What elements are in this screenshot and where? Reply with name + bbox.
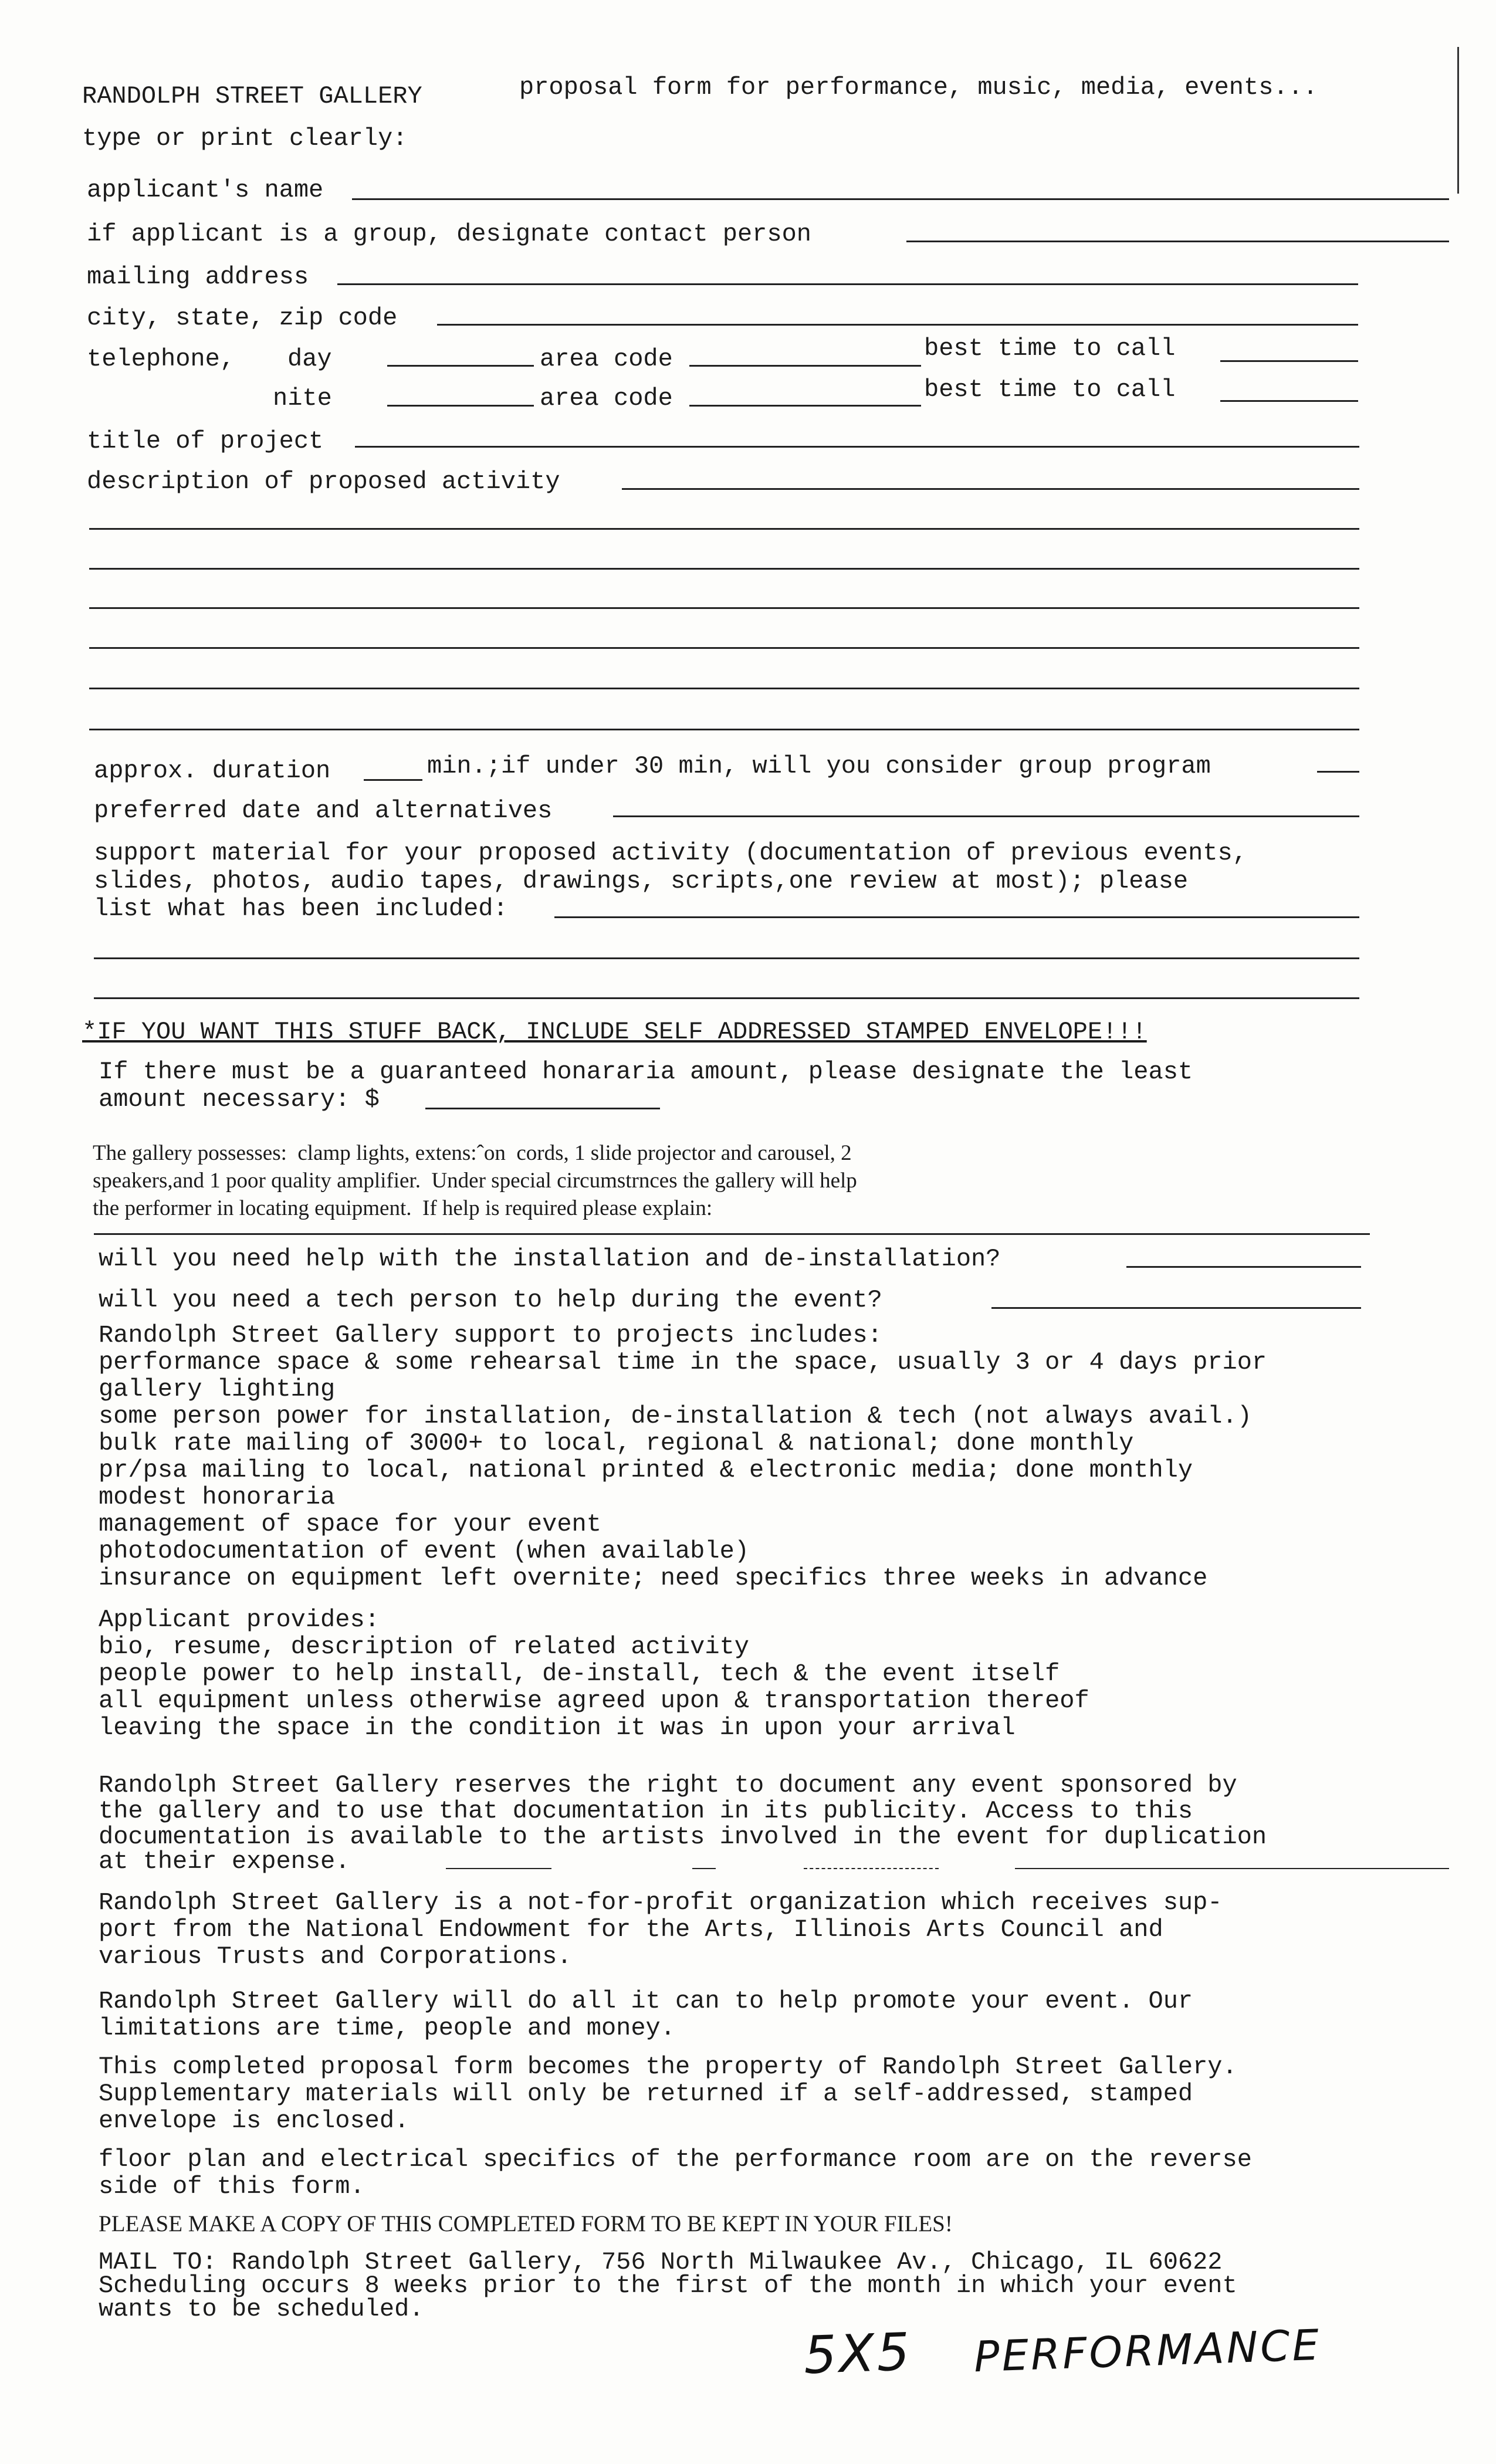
page-edge-mark [1457, 47, 1459, 194]
city-state-zip-field[interactable] [437, 324, 1358, 326]
area-code-day-field[interactable] [689, 365, 921, 367]
description-field-line-5[interactable] [89, 647, 1359, 649]
duration-label: approx. duration [94, 757, 331, 785]
gallery-support-heading: Randolph Street Gallery support to projects includes: [99, 1321, 882, 1349]
instruction-text: type or print clearly: [82, 124, 408, 153]
description-field-line-7[interactable] [89, 729, 1359, 730]
telephone-label: telephone, [87, 345, 235, 373]
gallery-support-item: insurance on equipment left overnite; need specifics three weeks in advance [99, 1564, 1208, 1592]
documentation-line-3: documentation is available to the artists involved in the event for duplication [99, 1823, 1267, 1851]
support-material-line-1: support material for your proposed activity (documentation of previous events, [94, 839, 1247, 867]
divider [446, 1868, 551, 1869]
area-code-nite-field[interactable] [689, 405, 921, 407]
honoraria-line-2: amount necessary: $ [99, 1085, 380, 1113]
divider [1015, 1868, 1449, 1869]
promote-line-1: Randolph Street Gallery will do all it can to help promote your event. Our [99, 1987, 1193, 2015]
honoraria-line-1: If there must be a guaranteed honararia amount, please designate the least [99, 1058, 1193, 1086]
form-title: proposal form for performance, music, media, events... [519, 73, 1318, 101]
nonprofit-line-3: various Trusts and Corporations. [99, 1942, 572, 1971]
handwritten-performance: PERFORMANCE [973, 2320, 1322, 2382]
support-material-line-3: list what has been included: [94, 895, 508, 923]
area-code-day-label: area code [540, 345, 673, 373]
duration-field[interactable] [364, 779, 422, 781]
group-program-field[interactable] [1317, 771, 1359, 773]
phone-day-field[interactable] [387, 365, 534, 367]
title-of-project-field[interactable] [355, 446, 1359, 448]
duration-min-text: min.;if under 30 min, will you consider group program [427, 752, 1211, 780]
gallery-support-item: gallery lighting [99, 1375, 336, 1403]
applicant-provides-item: people power to help install, de-install, tech & the event itself [99, 1660, 1060, 1688]
best-time-nite-field[interactable] [1220, 400, 1358, 402]
applicant-name-label: applicant's name [87, 176, 324, 204]
title-of-project-label: title of project [87, 427, 324, 455]
applicant-provides-item: leaving the space in the condition it was in upon your arrival [99, 1714, 1016, 1742]
tech-person-field[interactable] [991, 1307, 1361, 1309]
floorplan-line-2: side of this form. [99, 2172, 365, 2201]
mail-to-line-3: wants to be scheduled. [99, 2295, 424, 2323]
equipment-line-1: The gallery possesses: clamp lights, extens:ˆon cords, 1 slide projector and carousel, 2 [93, 1141, 852, 1165]
documentation-line-4: at their expense. [99, 1847, 350, 1876]
install-help-field[interactable] [1126, 1266, 1361, 1268]
contact-person-label: if applicant is a group, designate contact person [87, 220, 812, 248]
gallery-support-item: management of space for your event [99, 1510, 601, 1538]
support-material-field-2[interactable] [94, 957, 1359, 959]
equipment-help-field[interactable] [94, 1233, 1370, 1235]
gallery-support-item: modest honoraria [99, 1483, 336, 1511]
nonprofit-line-2: port from the National Endowment for the Arts, Illinois Arts Council and [99, 1915, 1163, 1944]
promote-line-2: limitations are time, people and money. [99, 2014, 675, 2042]
property-line-3: envelope is enclosed. [99, 2107, 409, 2135]
copy-note: PLEASE MAKE A COPY OF THIS COMPLETED FORM TO BE KEPT IN YOUR FILES! [99, 2211, 953, 2236]
support-material-field-3[interactable] [94, 997, 1359, 999]
org-name: RANDOLPH STREET GALLERY [82, 82, 422, 110]
return-materials-notice: *IF YOU WANT THIS STUFF BACK, INCLUDE SELF ADDRESSED STAMPED ENVELOPE!!! [82, 1018, 1147, 1046]
tech-person-question: will you need a tech person to help during the event? [99, 1286, 882, 1314]
handwritten-size: 5X5 [803, 2321, 913, 2386]
best-time-nite-label: best time to call [924, 375, 1176, 404]
description-field-line-2[interactable] [89, 528, 1359, 530]
city-state-zip-label: city, state, zip code [87, 304, 398, 332]
documentation-line-2: the gallery and to use that documentation in its publicity. Access to this [99, 1797, 1193, 1825]
nonprofit-line-1: Randolph Street Gallery is a not-for-profit organization which receives sup- [99, 1888, 1223, 1917]
preferred-date-label: preferred date and alternatives [94, 797, 553, 825]
mailing-address-field[interactable] [337, 283, 1358, 285]
day-label: day [287, 345, 332, 373]
applicant-provides-heading: Applicant provides: [99, 1606, 380, 1634]
description-field-line-1[interactable] [622, 488, 1359, 490]
property-line-1: This completed proposal form becomes the property of Randolph Street Gallery. [99, 2053, 1237, 2081]
floorplan-line-1: floor plan and electrical specifics of the performance room are on the reverse [99, 2145, 1252, 2174]
gallery-support-item: bulk rate mailing of 3000+ to local, regional & national; done monthly [99, 1429, 1134, 1457]
support-material-field-1[interactable] [554, 916, 1359, 918]
honoraria-amount-field[interactable] [425, 1108, 660, 1109]
gallery-support-item: photodocumentation of event (when available) [99, 1537, 749, 1565]
best-time-day-label: best time to call [924, 334, 1176, 363]
divider [692, 1868, 716, 1869]
best-time-day-field[interactable] [1220, 360, 1358, 362]
documentation-line-1: Randolph Street Gallery reserves the right to document any event sponsored by [99, 1771, 1237, 1799]
equipment-line-2: speakers,and 1 poor quality amplifier. Under special circumstrnces the gallery will help [93, 1169, 857, 1193]
applicant-provides-item: all equipment unless otherwise agreed upon & transportation thereof [99, 1687, 1089, 1715]
description-field-line-6[interactable] [89, 688, 1359, 689]
gallery-support-item: pr/psa mailing to local, national printed & electronic media; done monthly [99, 1456, 1193, 1484]
mailing-address-label: mailing address [87, 263, 309, 291]
equipment-line-3: the performer in locating equipment. If help is required please explain: [93, 1196, 713, 1220]
contact-person-field[interactable] [906, 241, 1449, 242]
description-label: description of proposed activity [87, 468, 560, 496]
area-code-nite-label: area code [540, 384, 673, 412]
phone-nite-field[interactable] [387, 405, 534, 407]
mail-to-line-1: MAIL TO: Randolph Street Gallery, 756 North Milwaukee Av., Chicago, IL 60622 [99, 2248, 1223, 2276]
description-field-line-4[interactable] [89, 607, 1359, 609]
install-help-question: will you need help with the installation and de-installation? [99, 1245, 1001, 1273]
support-material-line-2: slides, photos, audio tapes, drawings, scripts,one review at most); please [94, 867, 1189, 895]
description-field-line-3[interactable] [89, 568, 1359, 570]
applicant-provides-item: bio, resume, description of related activity [99, 1633, 749, 1661]
applicant-name-field[interactable] [352, 198, 1449, 200]
divider [804, 1868, 939, 1869]
gallery-support-item: performance space & some rehearsal time in the space, usually 3 or 4 days prior [99, 1348, 1267, 1376]
gallery-support-item: some person power for installation, de-installation & tech (not always avail.) [99, 1402, 1252, 1430]
preferred-date-field[interactable] [613, 815, 1359, 817]
property-line-2: Supplementary materials will only be returned if a self-addressed, stamped [99, 2080, 1193, 2108]
nite-label: nite [273, 384, 332, 412]
mail-to-line-2: Scheduling occurs 8 weeks prior to the first of the month in which your event [99, 2272, 1237, 2300]
